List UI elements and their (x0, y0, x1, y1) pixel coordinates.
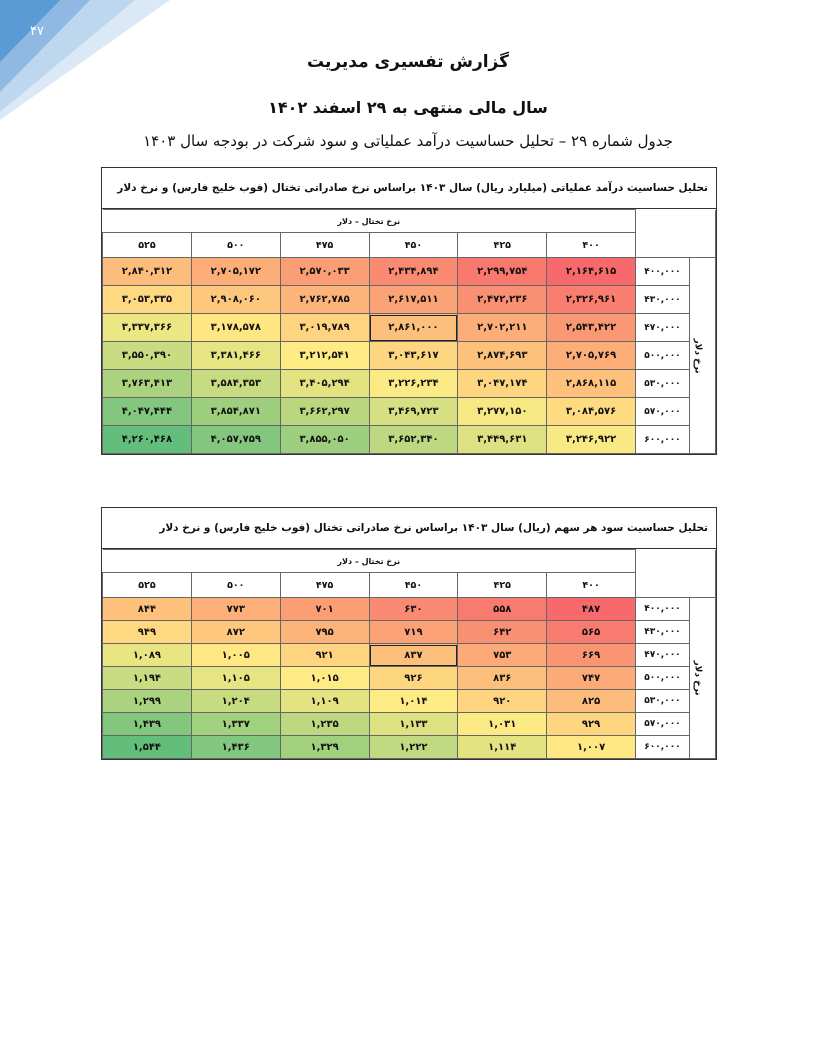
row-header: ۵۳۰,۰۰۰ (636, 690, 690, 713)
heat-cell: ۳,۷۶۳,۴۱۳ (103, 370, 192, 398)
report-title: گزارش تفسیری مدیریت (306, 52, 510, 72)
heat-cell: ۱,۴۳۶ (191, 736, 280, 759)
heat-cell: ۸۷۲ (191, 621, 280, 644)
row-header: ۵۰۰,۰۰۰ (636, 667, 690, 690)
column-header: ۴۲۵ (458, 233, 547, 258)
column-header: ۴۲۵ (458, 573, 547, 598)
heat-cell: ۳,۲۴۶,۹۲۲ (547, 426, 636, 454)
heat-cell: ۲,۳۲۶,۹۶۱ (547, 286, 636, 314)
heat-cell: ۲,۴۳۴,۸۹۴ (369, 258, 458, 286)
fiscal-year-title: سال مالی منتهی به ۲۹ اسفند ۱۴۰۲ (268, 98, 548, 117)
column-header: ۴۷۵ (280, 233, 369, 258)
heat-cell: ۷۷۳ (191, 598, 280, 621)
heat-cell: ۹۴۹ (103, 621, 192, 644)
heat-cell: ۱,۰۱۵ (280, 667, 369, 690)
heat-cell: ۳,۶۶۲,۲۹۷ (280, 398, 369, 426)
heat-cell: ۲,۲۹۹,۷۵۴ (458, 258, 547, 286)
heat-cell: ۲,۷۶۲,۷۸۵ (280, 286, 369, 314)
operating-income-sensitivity-table (101, 167, 717, 455)
table-title: تحلیل حساسیت سود هر سهم (ریال) سال ۱۴۰۳ براساس نرخ صادراتی تختال (فوب خلیج فارس) و نرخ دلار (102, 508, 716, 549)
heat-cell: ۲,۷۰۲,۲۱۱ (458, 314, 547, 342)
heat-cell: ۹۲۶ (369, 667, 458, 690)
heat-cell: ۳,۲۱۲,۵۴۱ (280, 342, 369, 370)
row-header: ۶۰۰,۰۰۰ (636, 426, 690, 454)
column-header: ۵۰۰ (191, 573, 280, 598)
column-header: ۴۵۰ (369, 573, 458, 598)
column-header: ۴۰۰ (547, 233, 636, 258)
row-header: ۵۳۰,۰۰۰ (636, 370, 690, 398)
heat-cell: ۳,۵۵۰,۳۹۰ (103, 342, 192, 370)
heat-cell: ۶۴۲ (458, 621, 547, 644)
column-header: ۴۵۰ (369, 233, 458, 258)
heat-cell: ۳,۰۴۳,۶۱۷ (369, 342, 458, 370)
table-row (103, 736, 716, 759)
table-row (103, 598, 716, 621)
row-header: ۴۷۰,۰۰۰ (636, 314, 690, 342)
table-row (103, 398, 716, 426)
corner-blank-cell (636, 210, 716, 258)
row-header: ۴۰۰,۰۰۰ (636, 598, 690, 621)
heat-cell: ۷۵۳ (458, 644, 547, 667)
heat-cell: ۳,۳۳۷,۳۶۶ (103, 314, 192, 342)
column-header: ۵۲۵ (103, 233, 192, 258)
heat-cell: ۸۳۷ (369, 644, 458, 667)
heat-cell: ۴,۰۵۷,۷۵۹ (191, 426, 280, 454)
heat-cell: ۱,۲۲۲ (369, 736, 458, 759)
heat-cell: ۹۲۰ (458, 690, 547, 713)
table-row (103, 426, 716, 454)
row-header: ۴۳۰,۰۰۰ (636, 286, 690, 314)
heat-cell: ۲,۵۷۰,۰۳۳ (280, 258, 369, 286)
column-header: ۴۷۵ (280, 573, 369, 598)
heat-cell: ۲,۸۶۸,۱۱۵ (547, 370, 636, 398)
heat-cell: ۳,۲۲۶,۲۳۴ (369, 370, 458, 398)
heat-cell: ۳,۰۸۴,۵۷۶ (547, 398, 636, 426)
row-axis-label-text: نرخ دلار (692, 660, 703, 696)
heat-cell: ۱,۰۰۵ (191, 644, 280, 667)
table-row (103, 314, 716, 342)
heat-cell: ۳,۰۱۹,۷۸۹ (280, 314, 369, 342)
eps-sensitivity-table (101, 507, 717, 760)
table-row (103, 713, 716, 736)
row-axis-label (690, 258, 716, 454)
table-row (103, 667, 716, 690)
heat-cell: ۱,۱۱۴ (458, 736, 547, 759)
heat-cell: ۱,۱۳۳ (369, 713, 458, 736)
heat-cell: ۳,۳۸۱,۴۶۶ (191, 342, 280, 370)
heat-cell: ۲,۱۶۴,۶۱۵ (547, 258, 636, 286)
heat-cell: ۲,۷۰۵,۱۷۲ (191, 258, 280, 286)
heat-cell: ۱,۲۰۴ (191, 690, 280, 713)
table-row (103, 342, 716, 370)
heat-cell: ۷۱۹ (369, 621, 458, 644)
page-number: ۴۷ (30, 24, 44, 39)
heat-cell: ۴,۰۴۷,۴۴۴ (103, 398, 192, 426)
heat-cell: ۳,۸۵۴,۸۷۱ (191, 398, 280, 426)
row-axis-label-text: نرخ دلار (692, 337, 703, 374)
heat-cell: ۸۴۴ (103, 598, 192, 621)
heat-cell: ۴۸۷ (547, 598, 636, 621)
heat-cell: ۲,۸۴۰,۳۱۲ (103, 258, 192, 286)
heat-cell: ۱,۰۸۹ (103, 644, 192, 667)
table-row (103, 258, 716, 286)
heat-cell: ۳,۰۵۳,۳۳۵ (103, 286, 192, 314)
heat-cell: ۲,۵۴۳,۴۲۲ (547, 314, 636, 342)
heat-cell: ۱,۱۰۵ (191, 667, 280, 690)
column-header: ۴۰۰ (547, 573, 636, 598)
corner-blank-cell (636, 550, 716, 598)
column-axis-label: نرخ تختال – دلار (103, 550, 636, 573)
heat-cell: ۲,۷۰۵,۷۶۹ (547, 342, 636, 370)
table-caption: جدول شماره ۲۹ – تحلیل حساسیت درآمد عملیاتی و سود شرکت در بودجه سال ۱۴۰۳ (143, 132, 673, 150)
heat-cell: ۱,۳۳۷ (191, 713, 280, 736)
heat-cell: ۳,۴۰۵,۲۹۴ (280, 370, 369, 398)
row-header: ۴۰۰,۰۰۰ (636, 258, 690, 286)
heat-cell: ۹۲۱ (280, 644, 369, 667)
table-row (103, 286, 716, 314)
heat-cell: ۹۲۹ (547, 713, 636, 736)
heat-cell: ۸۲۵ (547, 690, 636, 713)
heat-cell: ۲,۹۰۸,۰۶۰ (191, 286, 280, 314)
heat-cell: ۵۶۵ (547, 621, 636, 644)
table-row (103, 690, 716, 713)
heat-cell: ۱,۱۹۴ (103, 667, 192, 690)
heat-cell: ۳,۶۵۲,۳۴۰ (369, 426, 458, 454)
heat-cell: ۱,۲۹۹ (103, 690, 192, 713)
heat-cell: ۳,۰۴۷,۱۷۴ (458, 370, 547, 398)
heat-cell: ۱,۰۰۷ (547, 736, 636, 759)
table-title: تحلیل حساسیت درآمد عملیاتی (میلیارد ریال) سال ۱۴۰۳ براساس نرخ صادراتی تختال (فوب خلیج فارس) و نرخ دلار (102, 168, 716, 209)
row-header: ۵۷۰,۰۰۰ (636, 713, 690, 736)
heat-cell: ۱,۱۰۹ (280, 690, 369, 713)
row-header: ۵۷۰,۰۰۰ (636, 398, 690, 426)
heat-cell: ۱,۵۴۴ (103, 736, 192, 759)
heat-cell: ۳,۲۷۷,۱۵۰ (458, 398, 547, 426)
heat-cell: ۲,۸۷۴,۶۹۳ (458, 342, 547, 370)
heat-cell: ۱,۳۲۹ (280, 736, 369, 759)
heat-cell: ۶۳۰ (369, 598, 458, 621)
row-header: ۶۰۰,۰۰۰ (636, 736, 690, 759)
column-header: ۵۰۰ (191, 233, 280, 258)
heat-cell: ۲,۶۱۷,۵۱۱ (369, 286, 458, 314)
row-header: ۵۰۰,۰۰۰ (636, 342, 690, 370)
heat-cell: ۳,۴۶۹,۷۲۳ (369, 398, 458, 426)
heat-cell: ۳,۱۷۸,۵۷۸ (191, 314, 280, 342)
table-row (103, 370, 716, 398)
heat-cell: ۷۹۵ (280, 621, 369, 644)
heat-cell: ۷۴۷ (547, 667, 636, 690)
table-row (103, 644, 716, 667)
heat-cell: ۱,۴۳۹ (103, 713, 192, 736)
table-row (103, 621, 716, 644)
row-axis-label (690, 598, 716, 759)
heat-cell: ۴,۲۶۰,۴۶۸ (103, 426, 192, 454)
row-header: ۴۷۰,۰۰۰ (636, 644, 690, 667)
heat-cell: ۷۰۱ (280, 598, 369, 621)
heat-cell: ۲,۸۶۱,۰۰۰ (369, 314, 458, 342)
sensitivity-grid (102, 549, 716, 759)
heat-cell: ۱,۲۳۵ (280, 713, 369, 736)
heat-cell: ۳,۸۵۵,۰۵۰ (280, 426, 369, 454)
heat-cell: ۸۳۶ (458, 667, 547, 690)
heat-cell: ۲,۴۷۲,۲۳۶ (458, 286, 547, 314)
heat-cell: ۳,۵۸۴,۳۵۳ (191, 370, 280, 398)
heat-cell: ۵۵۸ (458, 598, 547, 621)
heat-cell: ۱,۰۱۴ (369, 690, 458, 713)
heat-cell: ۳,۴۴۹,۶۳۱ (458, 426, 547, 454)
column-header: ۵۲۵ (103, 573, 192, 598)
column-axis-label: نرخ تختال – دلار (103, 210, 636, 233)
sensitivity-grid (102, 209, 716, 454)
heat-cell: ۶۶۹ (547, 644, 636, 667)
row-header: ۴۳۰,۰۰۰ (636, 621, 690, 644)
heat-cell: ۱,۰۳۱ (458, 713, 547, 736)
